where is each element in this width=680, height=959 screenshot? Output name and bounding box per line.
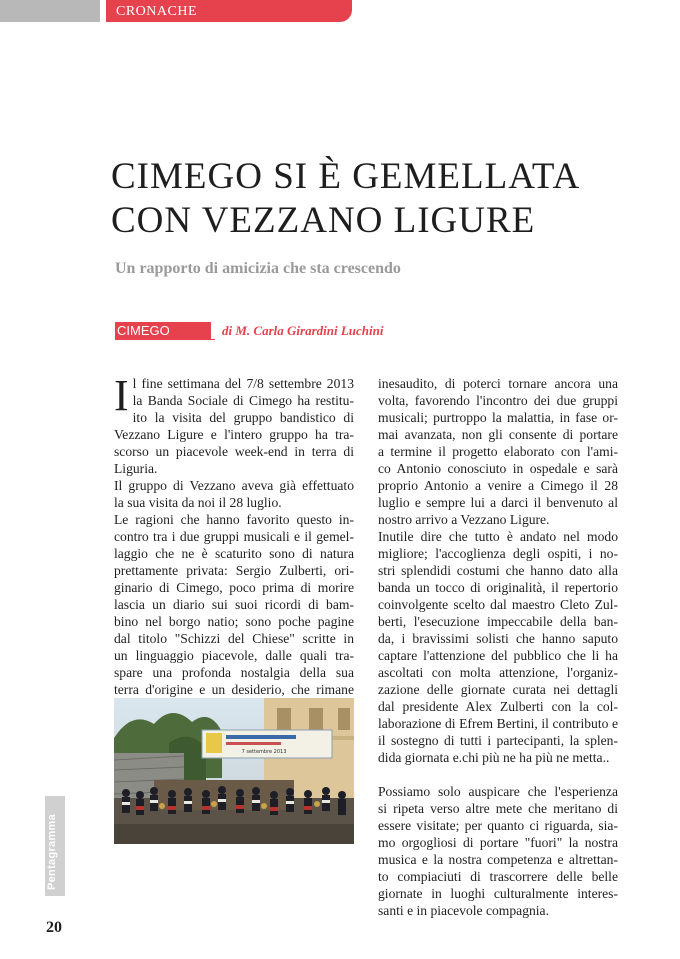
title-line-1: CIMEGO SI È GEMELLATA bbox=[111, 156, 581, 197]
text-line: migliore; l'accoglienza degli ospiti, i no- bbox=[378, 546, 618, 561]
column-right bbox=[378, 375, 618, 919]
paragraph-gap bbox=[378, 766, 618, 783]
text-line: santi e in piacevole compagnia. bbox=[378, 903, 549, 918]
text-line: lascia un diario sui suoi ricordi di bam- bbox=[114, 597, 354, 612]
text-line: un linguaggio piacevole, dalle quali tra- bbox=[114, 648, 354, 663]
header-gray-block bbox=[0, 0, 100, 22]
text-line: dal presidente Alex Zulberti con la col- bbox=[378, 699, 618, 714]
drop-cap: I bbox=[114, 371, 129, 420]
banner-text: 7 settembre 2013 bbox=[241, 749, 287, 755]
page-number: 20 bbox=[46, 919, 62, 936]
text-line: coinvolgente scelto dal maestro Cleto Zul- bbox=[378, 597, 618, 612]
text-line: a termine il progetto elaborato con l'ami- bbox=[378, 444, 618, 459]
text-line: musica e la nostra competenza e altrettan- bbox=[378, 852, 618, 867]
text-line: Vezzano Ligure e l'intero gruppo ha tra- bbox=[114, 427, 354, 442]
text-line: musicali; purtroppo la malattia, in fase or- bbox=[378, 410, 618, 425]
text-line: la Banda Sociale di Cimego ha restitu- bbox=[132, 393, 354, 408]
article-subtitle: Un rapporto di amicizia che sta crescendo bbox=[115, 260, 401, 277]
text-line: giornate in luoghi culturalmente interes- bbox=[378, 886, 618, 901]
sidebar-label: Pentagramma bbox=[46, 813, 58, 890]
text-line: captare l'attenzione del pubblico che li ha bbox=[378, 648, 618, 663]
text-line: essere visitate; per quanto ci riguarda, sia- bbox=[378, 818, 618, 833]
band-photo-image bbox=[114, 698, 354, 844]
text-line: Il gruppo di Vezzano aveva già effettuato bbox=[114, 478, 354, 493]
text-line: ascoltati con molta attenzione, l'organiz- bbox=[378, 665, 618, 680]
text-line: co Antonio conosciuto in ospedale e sarà bbox=[378, 461, 618, 476]
text-line: Le ragioni che hanno favorito questo in- bbox=[114, 512, 354, 527]
text-line: banda un tocco di originalità, il repertorio bbox=[378, 580, 618, 595]
text-line: Possiamo solo auspicare che l'esperienza bbox=[378, 784, 618, 799]
article-title bbox=[111, 155, 631, 243]
text-line: bino nel borgo natio; sono poche pagine bbox=[114, 614, 354, 629]
text-line: mo orgogliosi di portare "fuori" la nostra bbox=[378, 835, 618, 850]
text-line: proprio Antonio a venire a Cimego il 28 bbox=[378, 478, 618, 493]
text-line: terra d'origine e un desiderio, che rimane bbox=[114, 682, 354, 697]
text-line: contro tra i due gruppi musicali e il gemel- bbox=[114, 529, 354, 544]
section-tab bbox=[106, 0, 352, 22]
text-line: zazione delle giornate curata nei dettagli bbox=[378, 682, 618, 697]
text-line: inesaudito, di poterci tornare ancora una bbox=[378, 376, 618, 391]
author-byline: di M. Carla Girardini Luchini bbox=[222, 323, 384, 338]
text-line: scorso un piacevole week-end in terra di bbox=[114, 444, 354, 459]
location-tag: CIMEGO bbox=[115, 322, 211, 339]
text-line: laborazione di Efrem Bertini, il contributo e bbox=[378, 716, 618, 731]
text-line: volta, favorendo l'incontro dei due gruppi bbox=[378, 393, 618, 408]
text-line: si ripeta verso altre mete che meritano di bbox=[378, 801, 618, 816]
text-line: laggio che ne è scaturito sono di natura bbox=[114, 546, 354, 561]
title-line-2: CON VEZZANO LIGURE bbox=[111, 200, 536, 241]
column-left bbox=[114, 371, 354, 698]
text-line: Inutile dire che tutto è andato nel modo bbox=[378, 529, 618, 544]
text-line: dida giornata e.chi più ne ha più ne metta.. bbox=[378, 750, 610, 765]
text-line: berti, l'esecuzione impeccabile della ban- bbox=[378, 614, 618, 629]
text-line: ito la visita del gruppo bandistico di bbox=[132, 410, 354, 425]
text-line: da, i bravissimi solisti che hanno saputo bbox=[378, 631, 618, 646]
section-label: CRONACHE bbox=[116, 4, 198, 19]
band-photo bbox=[114, 698, 354, 844]
text-line: Liguria. bbox=[114, 461, 158, 476]
text-line: dal titolo "Schizzi del Chiese" scritte in bbox=[114, 631, 354, 646]
text-line: l fine settimana del 7/8 settembre 2013 bbox=[132, 376, 354, 391]
text-line: ginario di Cimego, poco prima di morire bbox=[114, 580, 354, 595]
text-line: mai avanzata, non gli consente di portare bbox=[378, 427, 618, 442]
text-line: spare una profonda nostalgia della sua bbox=[114, 665, 354, 680]
text-line: la sua visita da noi il 28 luglio. bbox=[114, 495, 282, 510]
text-line: to compiaciuti di trascorrere delle belle bbox=[378, 869, 618, 884]
text-line: luglio e sempre lui a darci il benvenuto al bbox=[378, 495, 618, 510]
text-line: stri splendidi costumi che hanno dato alla bbox=[378, 563, 618, 578]
text-line: nostro arrivo a Vezzano Ligure. bbox=[378, 512, 550, 527]
text-line: il sostegno di tutti i partecipanti, la splen- bbox=[378, 733, 618, 748]
text-line: prettamente privata: Sergio Zulberti, ori- bbox=[114, 563, 354, 578]
location-rule bbox=[115, 339, 215, 340]
